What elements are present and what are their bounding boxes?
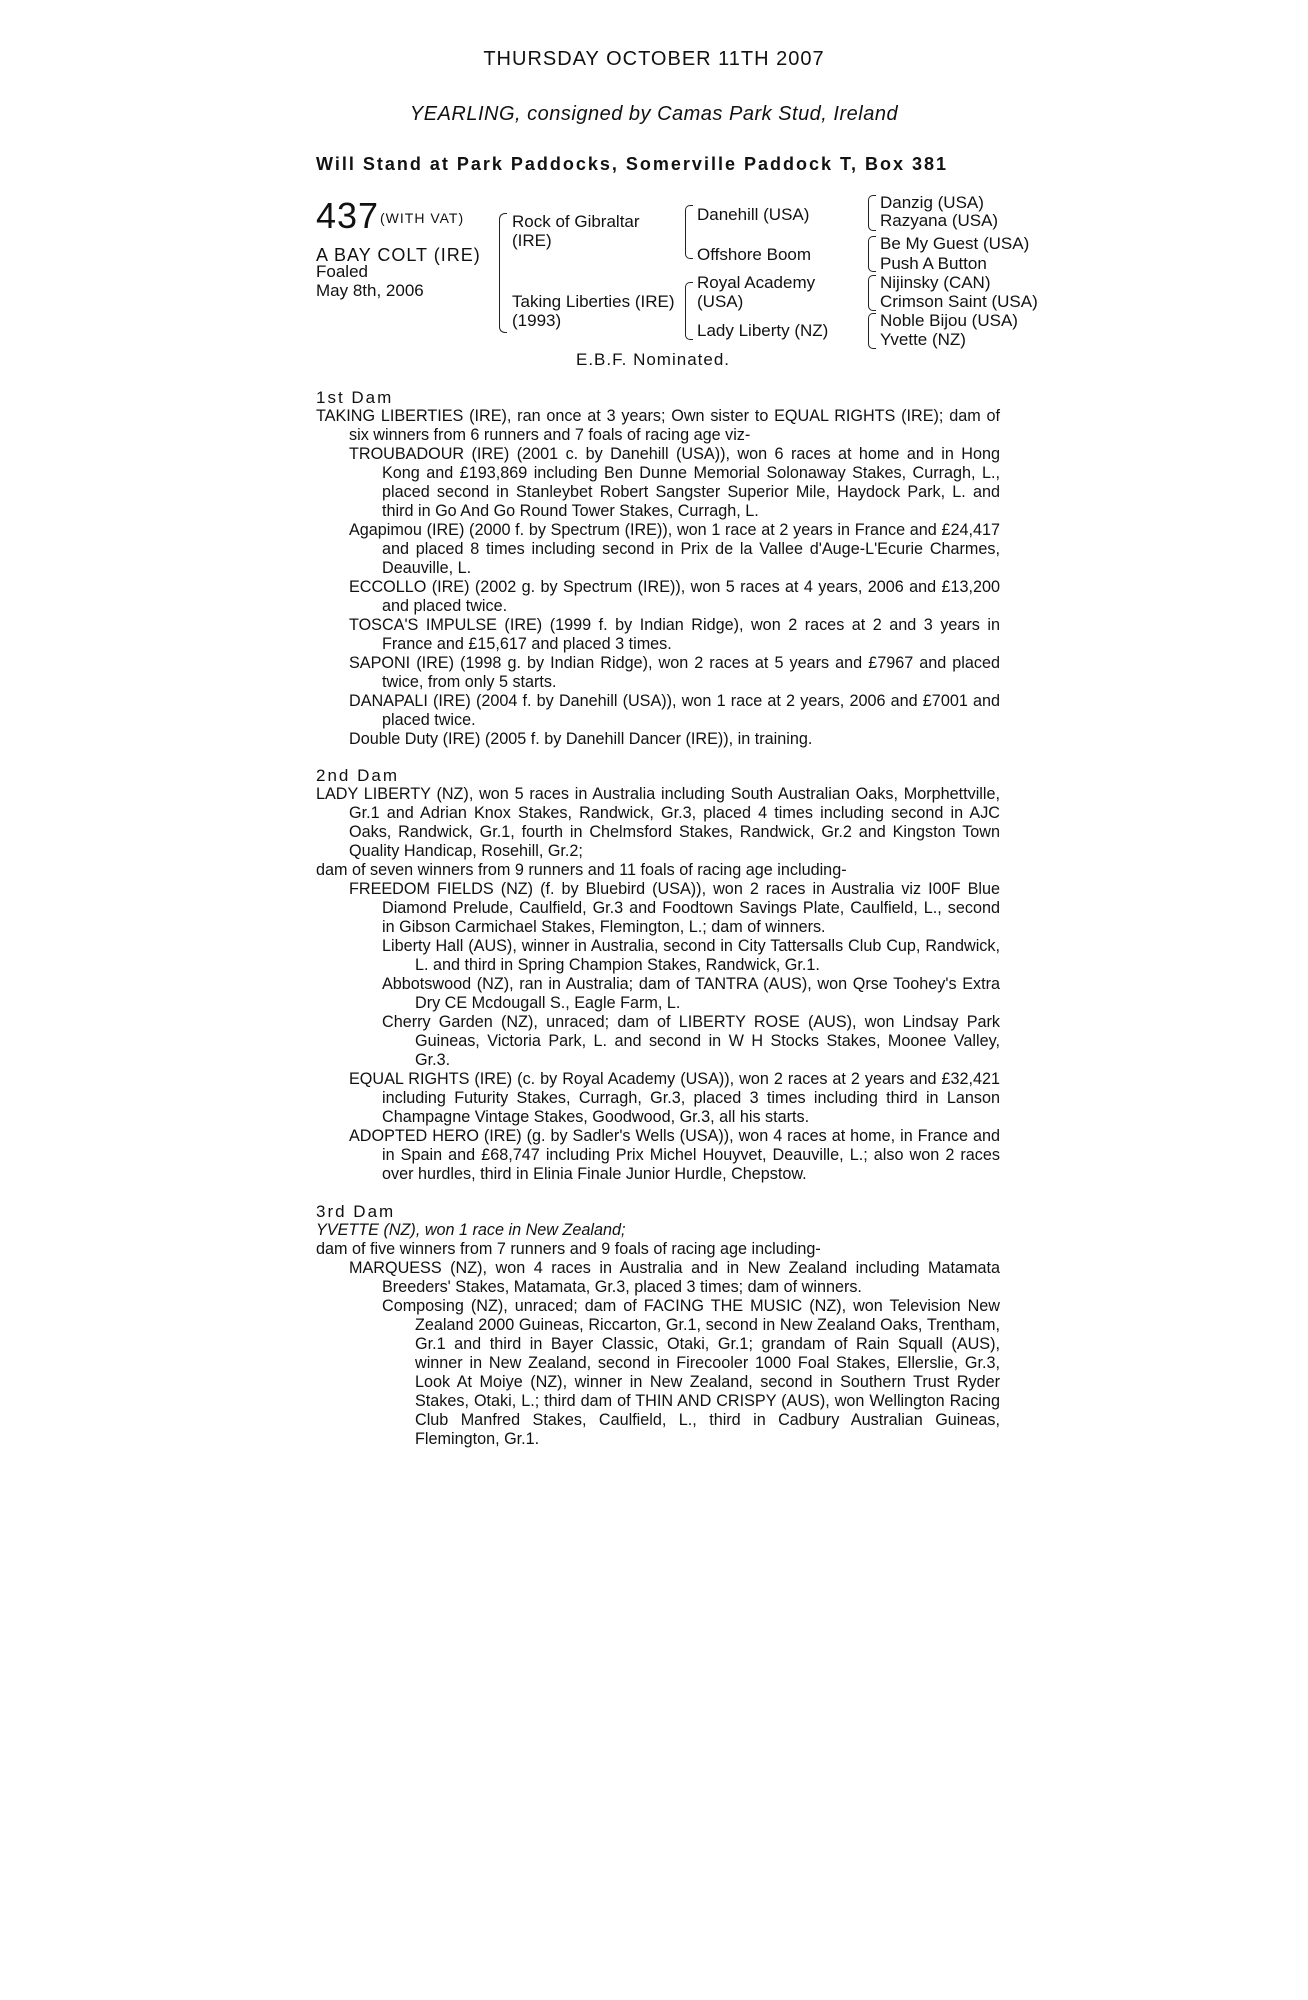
- dam-intro: YVETTE (NZ), won 1 race in New Zealand;: [316, 1221, 626, 1239]
- produce-entry: Cherry Garden (NZ), unraced; dam of LIBERTY ROSE (AUS), won Lindsay Park Guineas, Victoria Park, L. and second in W H Stocks Stakes, Moonee Valley, Gr.3.: [382, 1013, 1000, 1069]
- pedigree-brace-ggp-1: [868, 195, 876, 231]
- dam-intro: LADY LIBERTY (NZ), won 5 races in Australia including South Australian Oaks, Morphettville, Gr.1 and Adrian Knox Stakes, Randwick, Gr.3, placed 4 times including second in AJC Oaks, Randwick, Gr.1, fourth in Chelmsford Stakes, Randwick, Gr.2 and Kingston Town Quality Handicap, Rosehill, Gr.2;: [316, 785, 1000, 860]
- lot-title: A BAY COLT (IRE): [316, 245, 481, 265]
- consignment-line: YEARLING, consigned by Camas Park Stud, Ireland: [409, 103, 899, 125]
- section-heading: 3rd Dam: [316, 1202, 396, 1221]
- dam-produce-summary: dam of seven winners from 9 runners and 11 foals of racing age including-: [316, 861, 847, 879]
- produce-entry: Abbotswood (NZ), ran in Australia; dam of TANTRA (AUS), won Qrse Toohey's Extra Dry CE Mcdougall S., Eagle Farm, L.: [382, 975, 1000, 1012]
- dam-produce-summary: dam of five winners from 7 runners and 9 foals of racing age including-: [316, 1240, 821, 1258]
- pedigree-ggp-4: Push A Button: [880, 254, 987, 273]
- section-heading: 1st Dam: [316, 388, 394, 407]
- pedigree-brace-dam: [685, 282, 693, 340]
- stand-location: Will Stand at Park Paddocks, Somerville Paddock T, Box 381: [316, 154, 949, 174]
- pedigree-brace-ggp-2: [868, 236, 876, 272]
- produce-entry: Liberty Hall (AUS), winner in Australia, second in City Tattersalls Club Cup, Randwick, L. and third in Spring Champion Stakes, Randwick, Gr.1.: [382, 937, 1000, 974]
- produce-entry: ECCOLLO (IRE) (2002 g. by Spectrum (IRE)), won 5 races at 4 years, 2006 and £13,200 and placed twice.: [349, 578, 1000, 615]
- foaled-label: Foaled: [316, 262, 368, 281]
- lot-number: 437: [316, 195, 380, 236]
- dam-intro: TAKING LIBERTIES (IRE), ran once at 3 years; Own sister to EQUAL RIGHTS (IRE); dam of six winners from 6 runners and 7 foals of racing age viz-: [316, 407, 1000, 444]
- vat-note: (WITH VAT): [380, 210, 465, 226]
- pedigree-ggp-6: Crimson Saint (USA): [880, 292, 1038, 311]
- produce-entry: ADOPTED HERO (IRE) (g. by Sadler's Wells (USA)), won 4 races at home, in France and in Spain and £68,747 including Prix Michel Houyvet, Deauville, L.; also won 2 races over hurdles, third in Elinia Finale Junior Hurdle, Chepstow.: [349, 1127, 1000, 1183]
- pedigree-ggp-7: Noble Bijou (USA): [880, 311, 1018, 330]
- produce-entry: TOSCA'S IMPULSE (IRE) (1999 f. by Indian Ridge), won 2 races at 2 and 3 years in France and £15,617 and placed 3 times.: [349, 616, 1000, 653]
- second-dam-section: [316, 766, 1000, 1184]
- pedigree-ggp-8: Yvette (NZ): [880, 330, 966, 349]
- pedigree-dam-sire: Royal Academy (USA): [697, 273, 816, 311]
- pedigree-brace-ggp-3: [868, 275, 876, 311]
- pedigree-brace-main: [499, 213, 507, 333]
- produce-entry: Agapimou (IRE) (2000 f. by Spectrum (IRE)), won 1 race at 2 years in France and £24,417 and placed 8 times including second in Prix de la Vallee d'Auge-L'Ecurie Charmes, Deauville, L.: [349, 521, 1000, 577]
- pedigree-brace-ggp-4: [868, 313, 876, 349]
- pedigree-ggp-2: Razyana (USA): [880, 211, 999, 230]
- produce-entry: SAPONI (IRE) (1998 g. by Indian Ridge), won 2 races at 5 years and £7967 and placed twice, from only 5 starts.: [349, 654, 1000, 691]
- ebf-nomination: E.B.F. Nominated.: [576, 350, 731, 369]
- sale-date: THURSDAY OCTOBER 11TH 2007: [483, 48, 825, 70]
- pedigree-ggp-3: Be My Guest (USA): [880, 234, 1030, 253]
- third-dam-section: [316, 1202, 1000, 1449]
- produce-entry: TROUBADOUR (IRE) (2001 c. by Danehill (USA)), won 6 races at home and in Hong Kong and £193,869 including Ben Dunne Memorial Solonaway Stakes, Curragh, L., placed second in Stanleybet Robert Sangster Superior Mile, Haydock Park, L. and third in Go And Go Round Tower Stakes, Curragh, L.: [349, 445, 1000, 520]
- pedigree-dam: Taking Liberties (IRE) (1993): [512, 292, 675, 330]
- produce-entry: Double Duty (IRE) (2005 f. by Danehill Dancer (IRE)), in training.: [349, 730, 813, 748]
- produce-entry: EQUAL RIGHTS (IRE) (c. by Royal Academy (USA)), won 2 races at 2 years and £32,421 including Futurity Stakes, Curragh, Gr.3, placed 3 times including third in Lanson Champagne Vintage Stakes, Goodwood, Gr.3, all his starts.: [349, 1070, 1000, 1126]
- foaled-date: May 8th, 2006: [316, 281, 424, 300]
- first-dam-section: [316, 388, 1000, 749]
- pedigree-dam-dam: Lady Liberty (NZ): [697, 321, 829, 340]
- produce-entry: DANAPALI (IRE) (2004 f. by Danehill (USA)), won 1 race at 2 years, 2006 and £7001 and placed twice.: [349, 692, 1000, 729]
- section-heading: 2nd Dam: [316, 766, 399, 785]
- produce-entry: MARQUESS (NZ), won 4 races in Australia and in New Zealand including Matamata Breeders' Stakes, Matamata, Gr.3, placed 3 times; dam of winners.: [349, 1259, 1000, 1296]
- produce-entry: Composing (NZ), unraced; dam of FACING THE MUSIC (NZ), won Television New Zealand 2000 Guineas, Riccarton, Gr.1, second in New Zealand Oaks, Trentham, Gr.1 and third in Bayer Classic, Otaki, Gr.1; grandam of Rain Squall (AUS), winner in New Zealand, second in Firecooler 1000 Foal Stakes, Ellerslie, Gr.3, Look At Moiye (NZ), winner in New Zealand, second in Southern Trust Ryder Stakes, Otaki, L.; third dam of THIN AND CRISPY (AUS), won Wellington Racing Club Manfred Stakes, Caulfield, L., third in Cadbury Australian Guineas, Flemington, Gr.1.: [382, 1297, 1000, 1448]
- pedigree-brace-sire: [685, 205, 693, 259]
- pedigree-ggp-1: Danzig (USA): [880, 193, 984, 212]
- pedigree-ggp-5: Nijinsky (CAN): [880, 273, 991, 292]
- foaled-info: [316, 262, 424, 300]
- pedigree-sire: Rock of Gibraltar (IRE): [512, 212, 640, 250]
- produce-entry: FREEDOM FIELDS (NZ) (f. by Bluebird (USA)), won 2 races in Australia viz I00F Blue Diamond Prelude, Caulfield, Gr.3 and Foodtown Savings Plate, Caulfield, L., second in Gibson Carmichael Stakes, Flemington, L.; dam of winners.: [349, 880, 1000, 936]
- pedigree-sire-dam: Offshore Boom: [697, 245, 812, 264]
- pedigree-sire-sire: Danehill (USA): [697, 205, 810, 224]
